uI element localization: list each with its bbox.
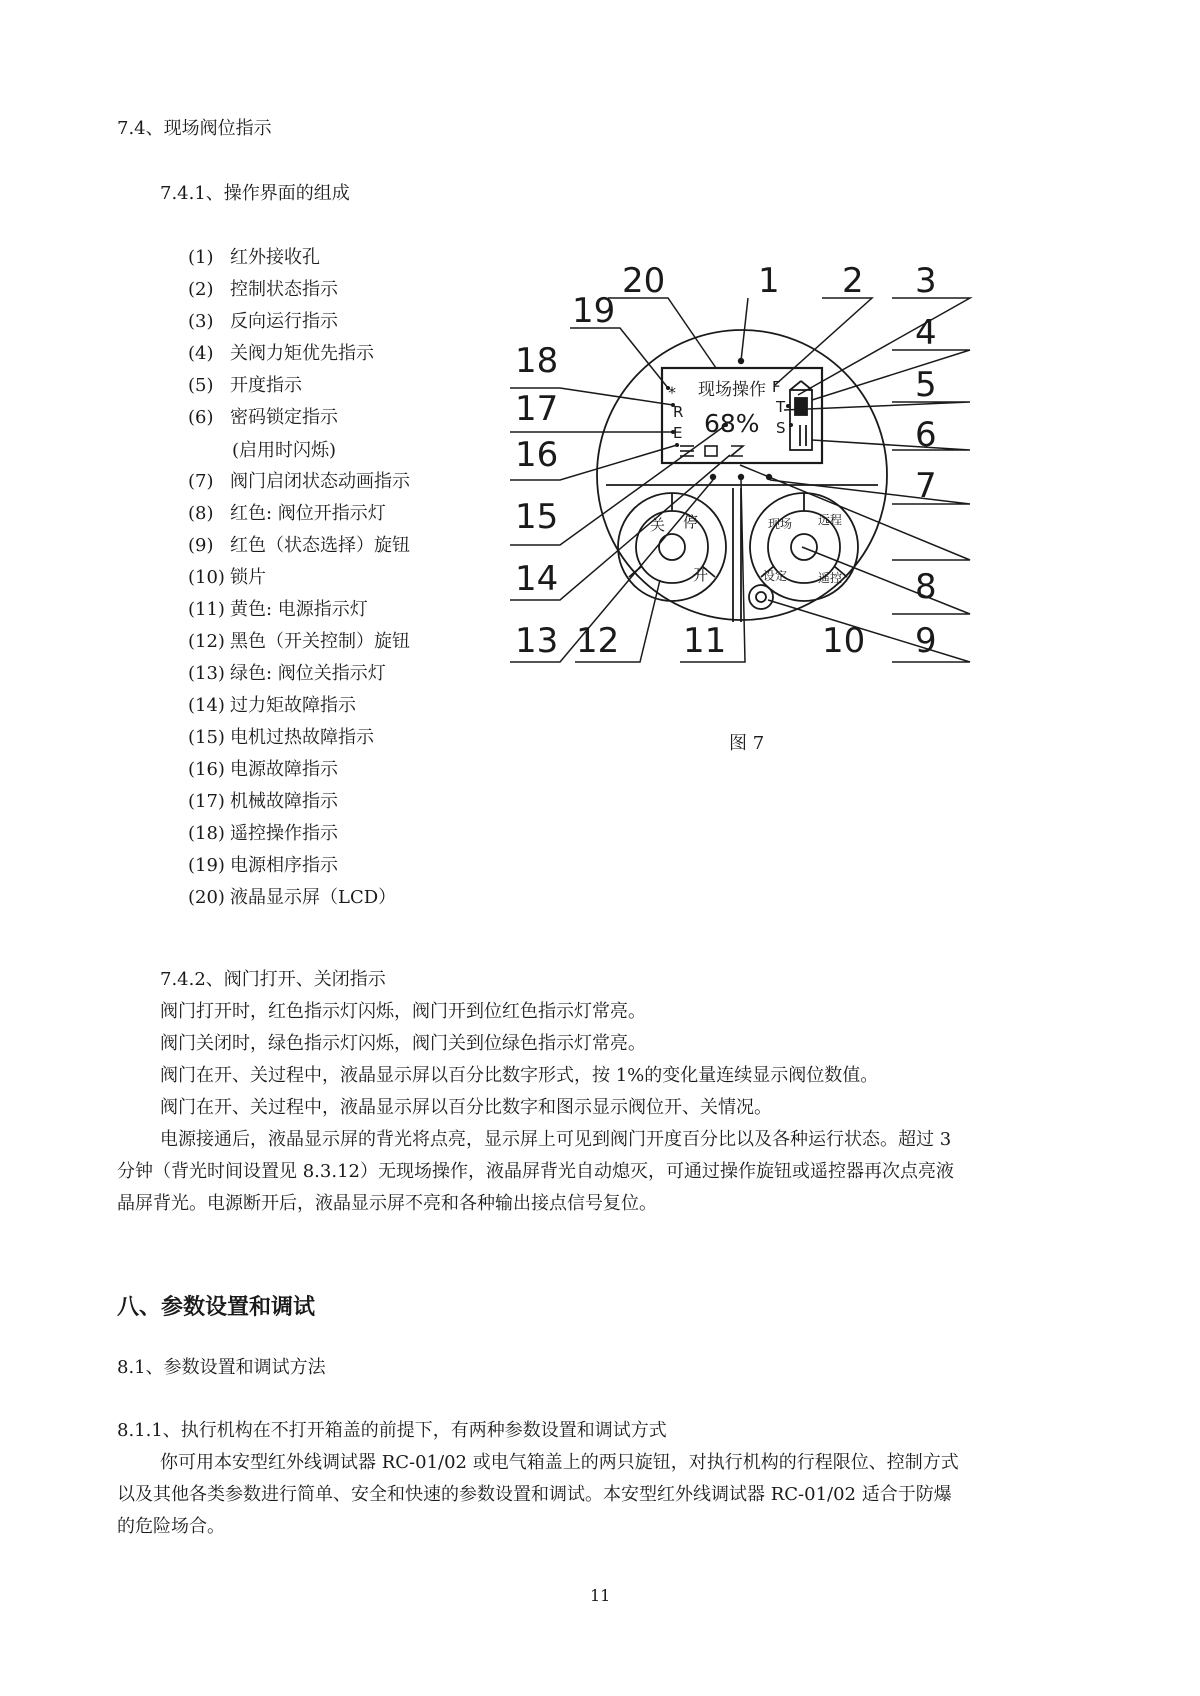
callout-9: 9 [915, 621, 937, 661]
lcd-dot [786, 404, 790, 408]
body-line: 分钟（背光时间设置见 8.3.12）无现场操作，液晶屏背光自动熄灭，可通过操作旋钮或遥控器再次点亮液 [117, 1161, 954, 1182]
body-line: 的危险场合。 [117, 1516, 225, 1537]
legend-num: (12) [188, 631, 225, 652]
callout-8: 8 [915, 567, 937, 607]
legend-label: 红色: 阀位开指示灯 [230, 503, 386, 524]
legend-num: (11) [188, 599, 225, 620]
legend-label: 控制状态指示 [230, 279, 338, 300]
red-knob-setting: 设定 [763, 569, 788, 583]
lcd-letter-r: R [673, 403, 684, 421]
callout-3: 3 [915, 261, 937, 301]
figure-caption: 图 7 [729, 733, 765, 754]
callout-12: 12 [576, 621, 620, 661]
legend-num: (14) [188, 695, 225, 716]
legend-label: 机械故障指示 [230, 791, 338, 812]
legend-label: 关阀力矩优先指示 [230, 343, 374, 364]
callout-13: 13 [515, 621, 559, 661]
green-led [710, 474, 716, 480]
callout-7: 7 [915, 466, 937, 506]
legend-num: (8) [188, 503, 214, 524]
body-line: 阀门打开时，红色指示灯闪烁，阀门开到位红色指示灯常亮。 [160, 1001, 646, 1022]
legend-label: 电机过热故障指示 [230, 727, 374, 748]
lcd-percent: 68% [704, 409, 760, 438]
callout-2: 2 [842, 261, 864, 301]
legend-label: 遥控操作指示 [230, 823, 338, 844]
legend-label: 反向运行指示 [230, 311, 338, 332]
chapter-heading: 八、参数设置和调试 [117, 1295, 316, 1320]
red-knob-local: 现场 [768, 517, 793, 531]
legend-num: (19) [188, 855, 225, 876]
section-heading-7-4-2: 7.4.2、阀门打开、关闭指示 [160, 969, 386, 990]
callout-4: 4 [915, 313, 937, 353]
body-line: 以及其他各类参数进行简单、安全和快速的参数设置和调试。本安型红外线调试器 RC-01/02 适合于防爆 [117, 1484, 952, 1505]
legend-num: (20) [188, 887, 225, 908]
legend-num: (13) [188, 663, 225, 684]
callout-19: 19 [572, 291, 616, 331]
legend-label: 开度指示 [230, 375, 302, 396]
legend-num: (15) [188, 727, 225, 748]
section-heading-7-4: 7.4、现场阀位指示 [117, 118, 272, 139]
legend-num: (3) [188, 311, 214, 332]
legend-num: (18) [188, 823, 225, 844]
callout-14: 14 [515, 559, 559, 599]
lcd-letter-s: S [776, 419, 786, 437]
legend-num: (16) [188, 759, 225, 780]
legend-label: 阀门启闭状态动画指示 [230, 471, 410, 492]
callout-15: 15 [515, 497, 559, 537]
body-line: 你可用本安型红外线调试器 RC-01/02 或电气箱盖上的两只旋钮，对执行机构的行程限位、控制方式 [160, 1452, 959, 1473]
legend-num: (5) [188, 375, 214, 396]
red-knob-remote: 远程 [818, 513, 843, 527]
lcd-dot [789, 423, 793, 427]
yellow-led [738, 474, 744, 480]
black-knob-close: 关 [650, 516, 666, 534]
callout-18: 18 [515, 341, 559, 381]
callout-11: 11 [683, 621, 727, 661]
legend-num: (10) [188, 567, 225, 588]
lcd-star: * [668, 383, 676, 402]
legend-label: 红色（状态选择）旋钮 [230, 535, 410, 556]
callout-20: 20 [622, 261, 666, 301]
legend-num: (17) [188, 791, 225, 812]
legend-label: 黑色（开关控制）旋钮 [230, 631, 410, 652]
callout-5: 5 [915, 365, 937, 405]
legend-label: 红外接收孔 [230, 247, 320, 268]
page-number: 11 [590, 1586, 611, 1605]
section-heading-7-4-1: 7.4.1、操作界面的组成 [160, 183, 350, 204]
section-heading-8-1: 8.1、参数设置和调试方法 [117, 1357, 326, 1378]
body-line: 阀门在开、关过程中，液晶显示屏以百分比数字形式，按 1%的变化量连续显示阀位数值。 [160, 1065, 879, 1086]
legend-label: 电源故障指示 [230, 759, 338, 780]
lcd-letter-f: F [772, 378, 781, 396]
lcd-mode-text: 现场操作 [698, 380, 766, 400]
legend-num: (9) [188, 535, 214, 556]
callout-6: 6 [915, 415, 937, 455]
legend-num: (7) [188, 471, 214, 492]
legend-num: (1) [188, 247, 214, 268]
body-line: 阀门在开、关过程中，液晶显示屏以百分比数字和图示显示阀位开、关情况。 [160, 1097, 772, 1118]
legend-num: (2) [188, 279, 214, 300]
lcd-letter-t: T [776, 398, 786, 416]
red-knob-ir: 遥控 [818, 571, 843, 585]
body-line: 阀门关闭时，绿色指示灯闪烁，阀门关到位绿色指示灯常亮。 [160, 1033, 646, 1054]
black-knob-stop: 停 [683, 513, 699, 531]
legend-note: (启用时闪烁) [232, 440, 337, 461]
legend-label: 锁片 [230, 567, 266, 588]
legend-label: 黄色: 电源指示灯 [230, 599, 368, 620]
lock-plate [749, 585, 773, 609]
callout-16: 16 [515, 435, 559, 475]
legend-label: 液晶显示屏（LCD） [230, 887, 397, 908]
legend-label: 绿色: 阀位关指示灯 [230, 663, 386, 684]
callout-10: 10 [822, 621, 866, 661]
lcd-letter-e: E [673, 424, 683, 442]
callout-1: 1 [758, 261, 780, 301]
legend-num: (4) [188, 343, 214, 364]
body-line: 电源接通后，液晶显示屏的背光将点亮，显示屏上可见到阀门开度百分比以及各种运行状态。超过 3 [160, 1129, 952, 1150]
body-line: 晶屏背光。电源断开后，液晶显示屏不亮和各种输出接点信号复位。 [117, 1193, 657, 1214]
section-heading-8-1-1: 8.1.1、执行机构在不打开箱盖的前提下，有两种参数设置和调试方式 [117, 1420, 667, 1441]
legend-num: (6) [188, 407, 214, 428]
legend-label: 密码锁定指示 [230, 407, 338, 428]
callout-17: 17 [515, 389, 559, 429]
black-knob-open: 开 [693, 566, 709, 584]
legend-label: 电源相序指示 [230, 855, 338, 876]
legend-label: 过力矩故障指示 [230, 695, 356, 716]
